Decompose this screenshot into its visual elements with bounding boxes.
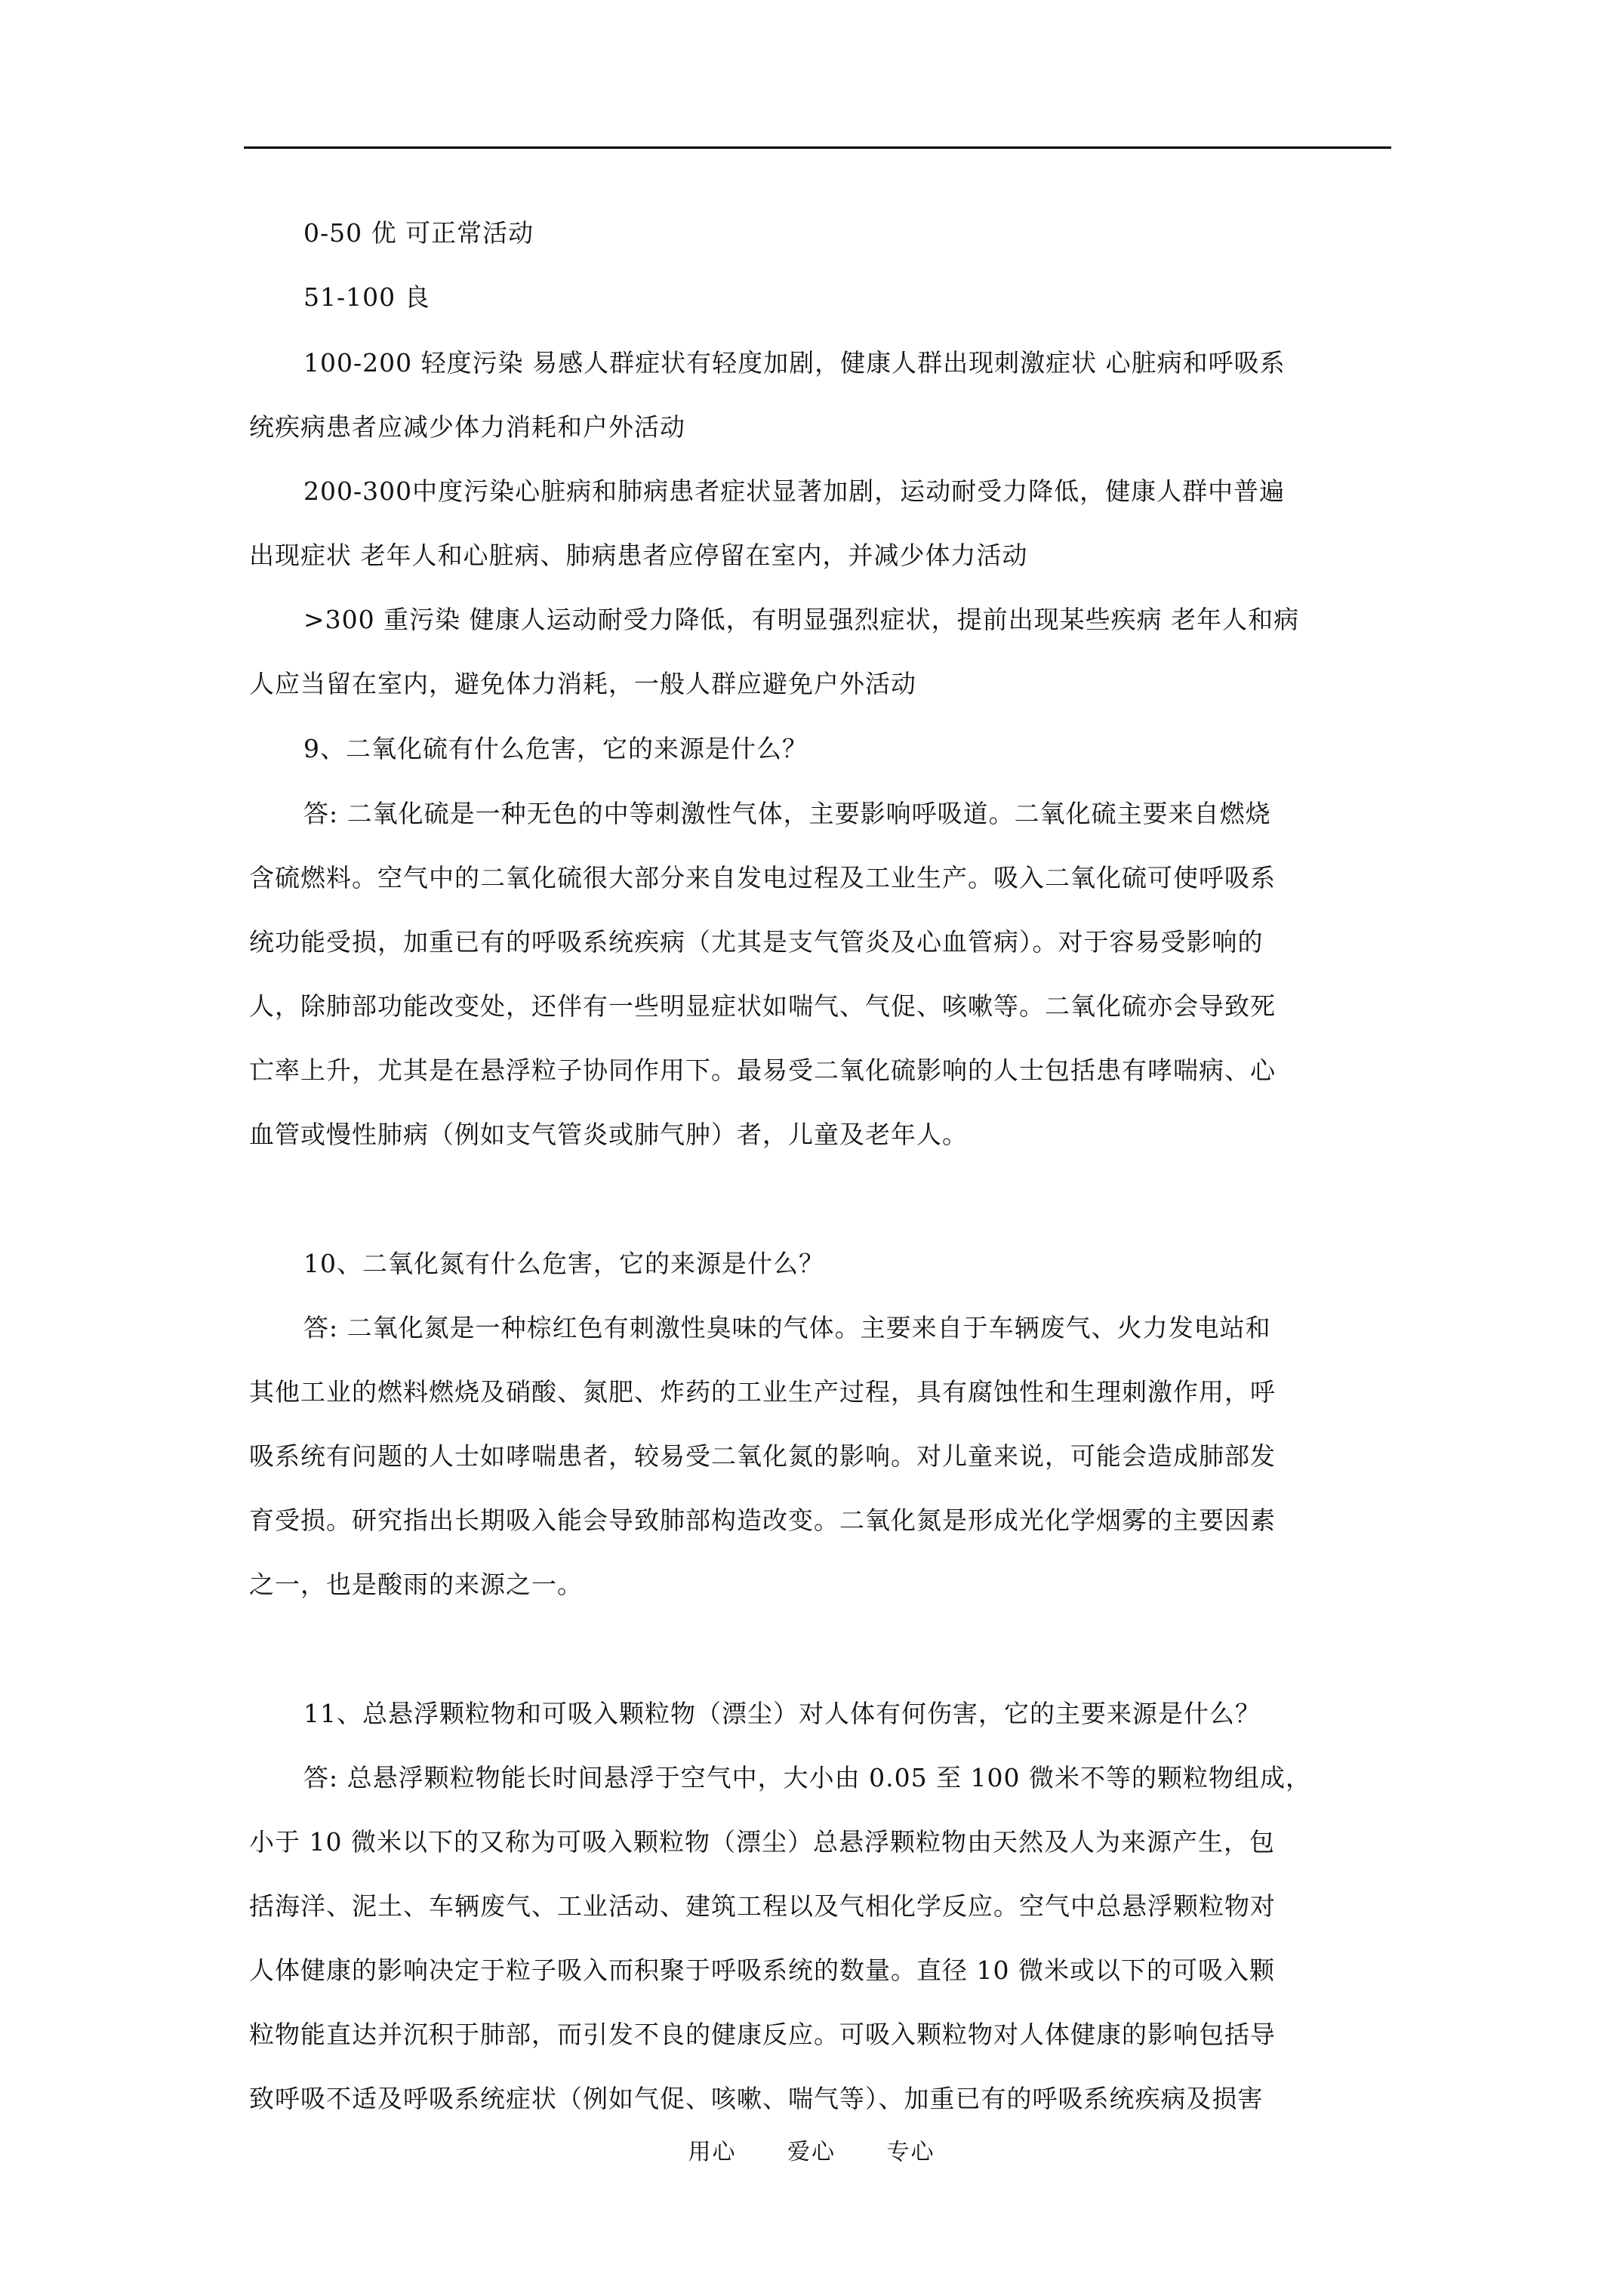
answer-line: 吸系统有问题的人士如哮喘患者，较易受二氧化氮的影响。对儿童来说，可能会造成肺部发 — [249, 1441, 1276, 1471]
answer-line: 答: 总悬浮颗粒物能长时间悬浮于空气中，大小由 0.05 至 100 微米不等的颗粒物组成， — [303, 1763, 1312, 1792]
aqi-level-line: 0-50 优 可正常活动 — [303, 218, 534, 248]
answer-line: 含硫燃料。空气中的二氧化硫很大部分来自发电过程及工业生产。吸入二氧化硫可使呼吸系 — [249, 863, 1276, 892]
question-10: 10、二氧化氮有什么危害，它的来源是什么？ — [303, 1249, 824, 1278]
aqi-level-line: 51-100 良 — [303, 282, 430, 312]
answer-line: 粒物能直达并沉积于肺部，而引发不良的健康反应。可吸入颗粒物对人体健康的影响包括导 — [249, 2020, 1276, 2049]
aqi-level-line: 统疾病患者应减少体力消耗和户外活动 — [249, 412, 685, 442]
answer-line: 血管或慢性肺病（例如支气管炎或肺气肿）者，儿童及老年人。 — [249, 1120, 968, 1149]
answer-line: 育受损。研究指出长期吸入能会导致肺部构造改变。二氧化氮是形成光化学烟雾的主要因素 — [249, 1505, 1276, 1535]
answer-line: 答: 二氧化硫是一种无色的中等刺激性气体，主要影响呼吸道。二氧化硫主要来自燃烧 — [303, 799, 1271, 828]
answer-line: 统功能受损，加重已有的呼吸系统疾病（尤其是支气管炎及心血管病）。对于容易受影响的 — [249, 927, 1264, 957]
answer-line: 之一，也是酸雨的来源之一。 — [249, 1570, 583, 1599]
footer-word: 爱心 — [787, 2139, 836, 2165]
aqi-level-line: 人应当留在室内，避免体力消耗，一般人群应避免户外活动 — [249, 669, 916, 698]
footer-word: 专心 — [886, 2139, 935, 2165]
aqi-level-line: 100-200 轻度污染 易感人群症状有轻度加剧，健康人群出现刺激症状 心脏病和呼吸系 — [303, 348, 1286, 378]
aqi-level-line: 出现症状 老年人和心脏病、肺病患者应停留在室内，并减少体力活动 — [249, 541, 1028, 570]
answer-line: 人体健康的影响决定于粒子吸入而积聚于呼吸系统的数量。直径 10 微米或以下的可吸入颗 — [249, 1955, 1275, 1985]
footer-word: 用心 — [688, 2139, 737, 2165]
answer-line: 致呼吸不适及呼吸系统症状（例如气促、咳嗽、喘气等）、加重已有的呼吸系统疾病及损害 — [249, 2084, 1264, 2113]
question-11: 11、总悬浮颗粒物和可吸入颗粒物（漂尘）对人体有何伤害，它的主要来源是什么？ — [303, 1699, 1261, 1728]
page-footer — [0, 2133, 1623, 2166]
answer-line: 人，除肺部功能改变处，还伴有一些明显症状如喘气、气促、咳嗽等。二氧化硫亦会导致死 — [249, 991, 1276, 1021]
answer-line: 亡率上升，尤其是在悬浮粒子协同作用下。最易受二氧化硫影响的人士包括患有哮喘病、心 — [249, 1056, 1276, 1085]
aqi-level-line: 200-300中度污染心脏病和肺病患者症状显著加剧，运动耐受力降低，健康人群中普遍 — [303, 476, 1286, 506]
answer-line: 括海洋、泥土、车辆废气、工业活动、建筑工程以及气相化学反应。空气中总悬浮颗粒物对 — [249, 1891, 1276, 1921]
answer-line: 小于 10 微米以下的又称为可吸入颗粒物（漂尘）总悬浮颗粒物由天然及人为来源产生，包 — [249, 1827, 1275, 1857]
answer-line: 答: 二氧化氮是一种棕红色有刺激性臭味的气体。主要来自于车辆废气、火力发电站和 — [303, 1313, 1271, 1342]
aqi-level-line: >300 重污染 健康人运动耐受力降低，有明显强烈症状，提前出现某些疾病 老年人和病 — [303, 605, 1300, 634]
question-9: 9、二氧化硫有什么危害，它的来源是什么？ — [303, 734, 808, 763]
header-rule — [244, 146, 1391, 149]
answer-line: 其他工业的燃料燃烧及硝酸、氮肥、炸药的工业生产过程，具有腐蚀性和生理刺激作用，呼 — [249, 1377, 1276, 1407]
